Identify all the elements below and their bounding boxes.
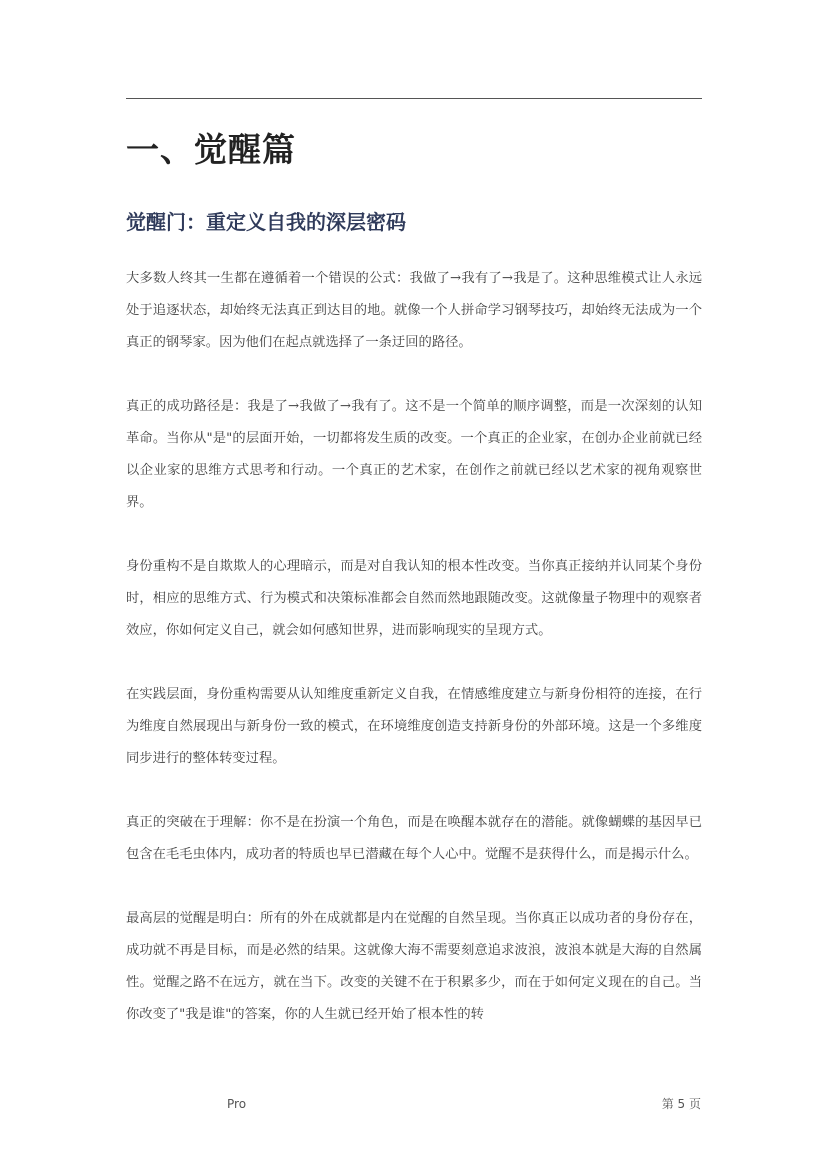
footer-left-text: Pro [227, 1097, 247, 1111]
paragraph-1: 大多数人终其一生都在遵循着一个错误的公式：我做了→我有了→我是了。这种思维模式让人永远处于追逐状态，却始终无法真正到达目的地。就像一个人拼命学习钢琴技巧，却始终无法成为一个真正的钢琴家。因为他们在起点就选择了一条迂回的路径。 [126, 271, 702, 350]
paragraph-2: 真正的成功路径是：我是了→我做了→我有了。这不是一个简单的顺序调整，而是一次深刻的认知革命。当你从"是"的层面开始，一切都将发生质的改变。一个真正的企业家，在创办企业前就已经以企业家的思维方式思考和行动。一个真正的艺术家，在创作之前就已经以艺术家的视角观察世界。 [126, 399, 702, 510]
section-title: 觉醒门：重定义自我的深层密码 [126, 210, 406, 234]
paragraph-4: 在实践层面，身份重构需要从认知维度重新定义自我，在情感维度建立与新身份相符的连接，在行为维度自然展现出与新身份一致的模式，在环境维度创造支持新身份的外部环境。这是一个多维度同步进行的整体转变过程。 [126, 687, 702, 766]
page-number: 第 5 页 [661, 1097, 701, 1111]
header-rule [126, 98, 702, 99]
chapter-title: 一、觉醒篇 [126, 130, 296, 169]
paragraph-6: 最高层的觉醒是明白：所有的外在成就都是内在觉醒的自然呈现。当你真正以成功者的身份存在，成功就不再是目标，而是必然的结果。这就像大海不需要刻意追求波浪，波浪本就是大海的自然属性。觉醒之路不在远方，就在当下。改变的关键不在于积累多少，而在于如何定义现在的自己。当你改变了"我是谁"的答案，你的人生就已经开始了根本性的转 [126, 911, 702, 1022]
paragraph-5: 真正的突破在于理解：你不是在扮演一个角色，而是在唤醒本就存在的潜能。就像蝴蝶的基因早已包含在毛毛虫体内，成功者的特质也早已潜藏在每个人心中。觉醒不是获得什么，而是揭示什么。 [126, 815, 702, 862]
document-page [126, 0, 702, 1170]
paragraph-3: 身份重构不是自欺欺人的心理暗示，而是对自我认知的根本性改变。当你真正接纳并认同某个身份时，相应的思维方式、行为模式和决策标准都会自然而然地跟随改变。这就像量子物理中的观察者效应，你如何定义自己，就会如何感知世界，进而影响现实的呈现方式。 [126, 559, 702, 638]
body-text [126, 263, 702, 1063]
